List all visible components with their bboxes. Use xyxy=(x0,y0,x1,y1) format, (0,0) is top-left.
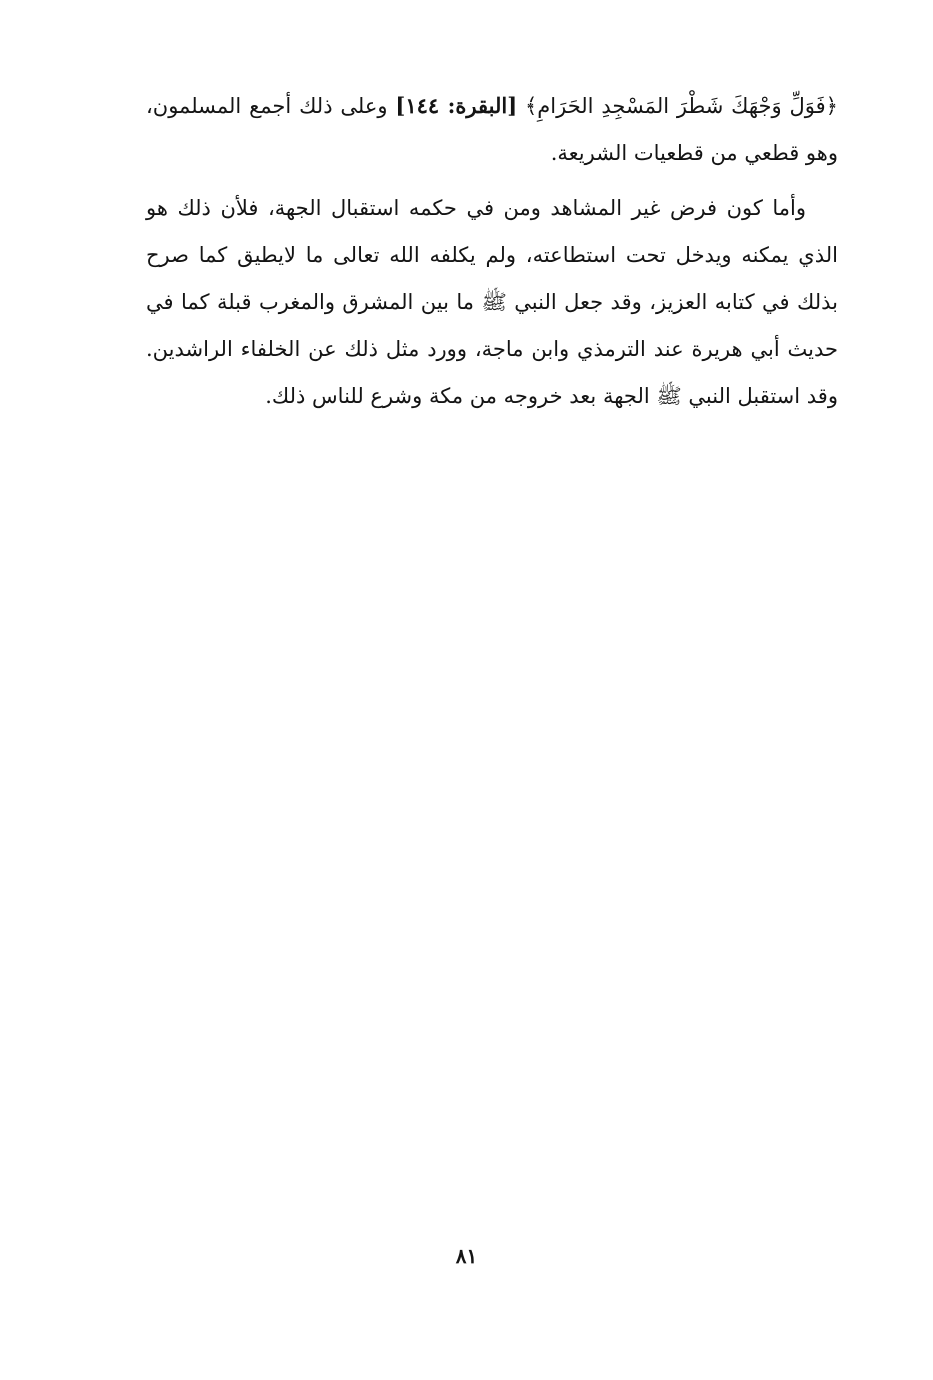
body-text xyxy=(146,82,838,420)
quran-verse: ﴿فَوَلِّ وَجْهَكَ شَطْرَ المَسْجِدِ الحَرَامِ﴾ xyxy=(525,94,838,118)
paragraph-second-text: وأما كون فرض غير المشاهد ومن في حكمه استقبال الجهة، فلأن ذلك هو الذي يمكنه ويدخل تحت استطاعته، ولم يكلفه الله تعالى ما لايطيق كما صرح بذلك في كتابه العزيز، وقد جعل النبي ﷺ ما بين المشرق والمغرب قبلة كما في حديث أبي هريرة عند الترمذي وابن ماجة، وورد مثل ذلك عن الخلفاء الراشدين. وقد استقبل النبي ﷺ الجهة بعد خروجه من مكة وشرع للناس ذلك. xyxy=(146,196,838,408)
verse-citation: [البقرة: ١٤٤] xyxy=(395,93,518,118)
page-number: ٨١ xyxy=(455,1244,478,1268)
paragraph-first-text: وعلى ذلك أجمع المسلمون، وهو قطعي من قطعيات الشريعة. xyxy=(146,94,838,165)
paragraph-first xyxy=(146,82,838,177)
paragraph-second xyxy=(146,185,838,420)
